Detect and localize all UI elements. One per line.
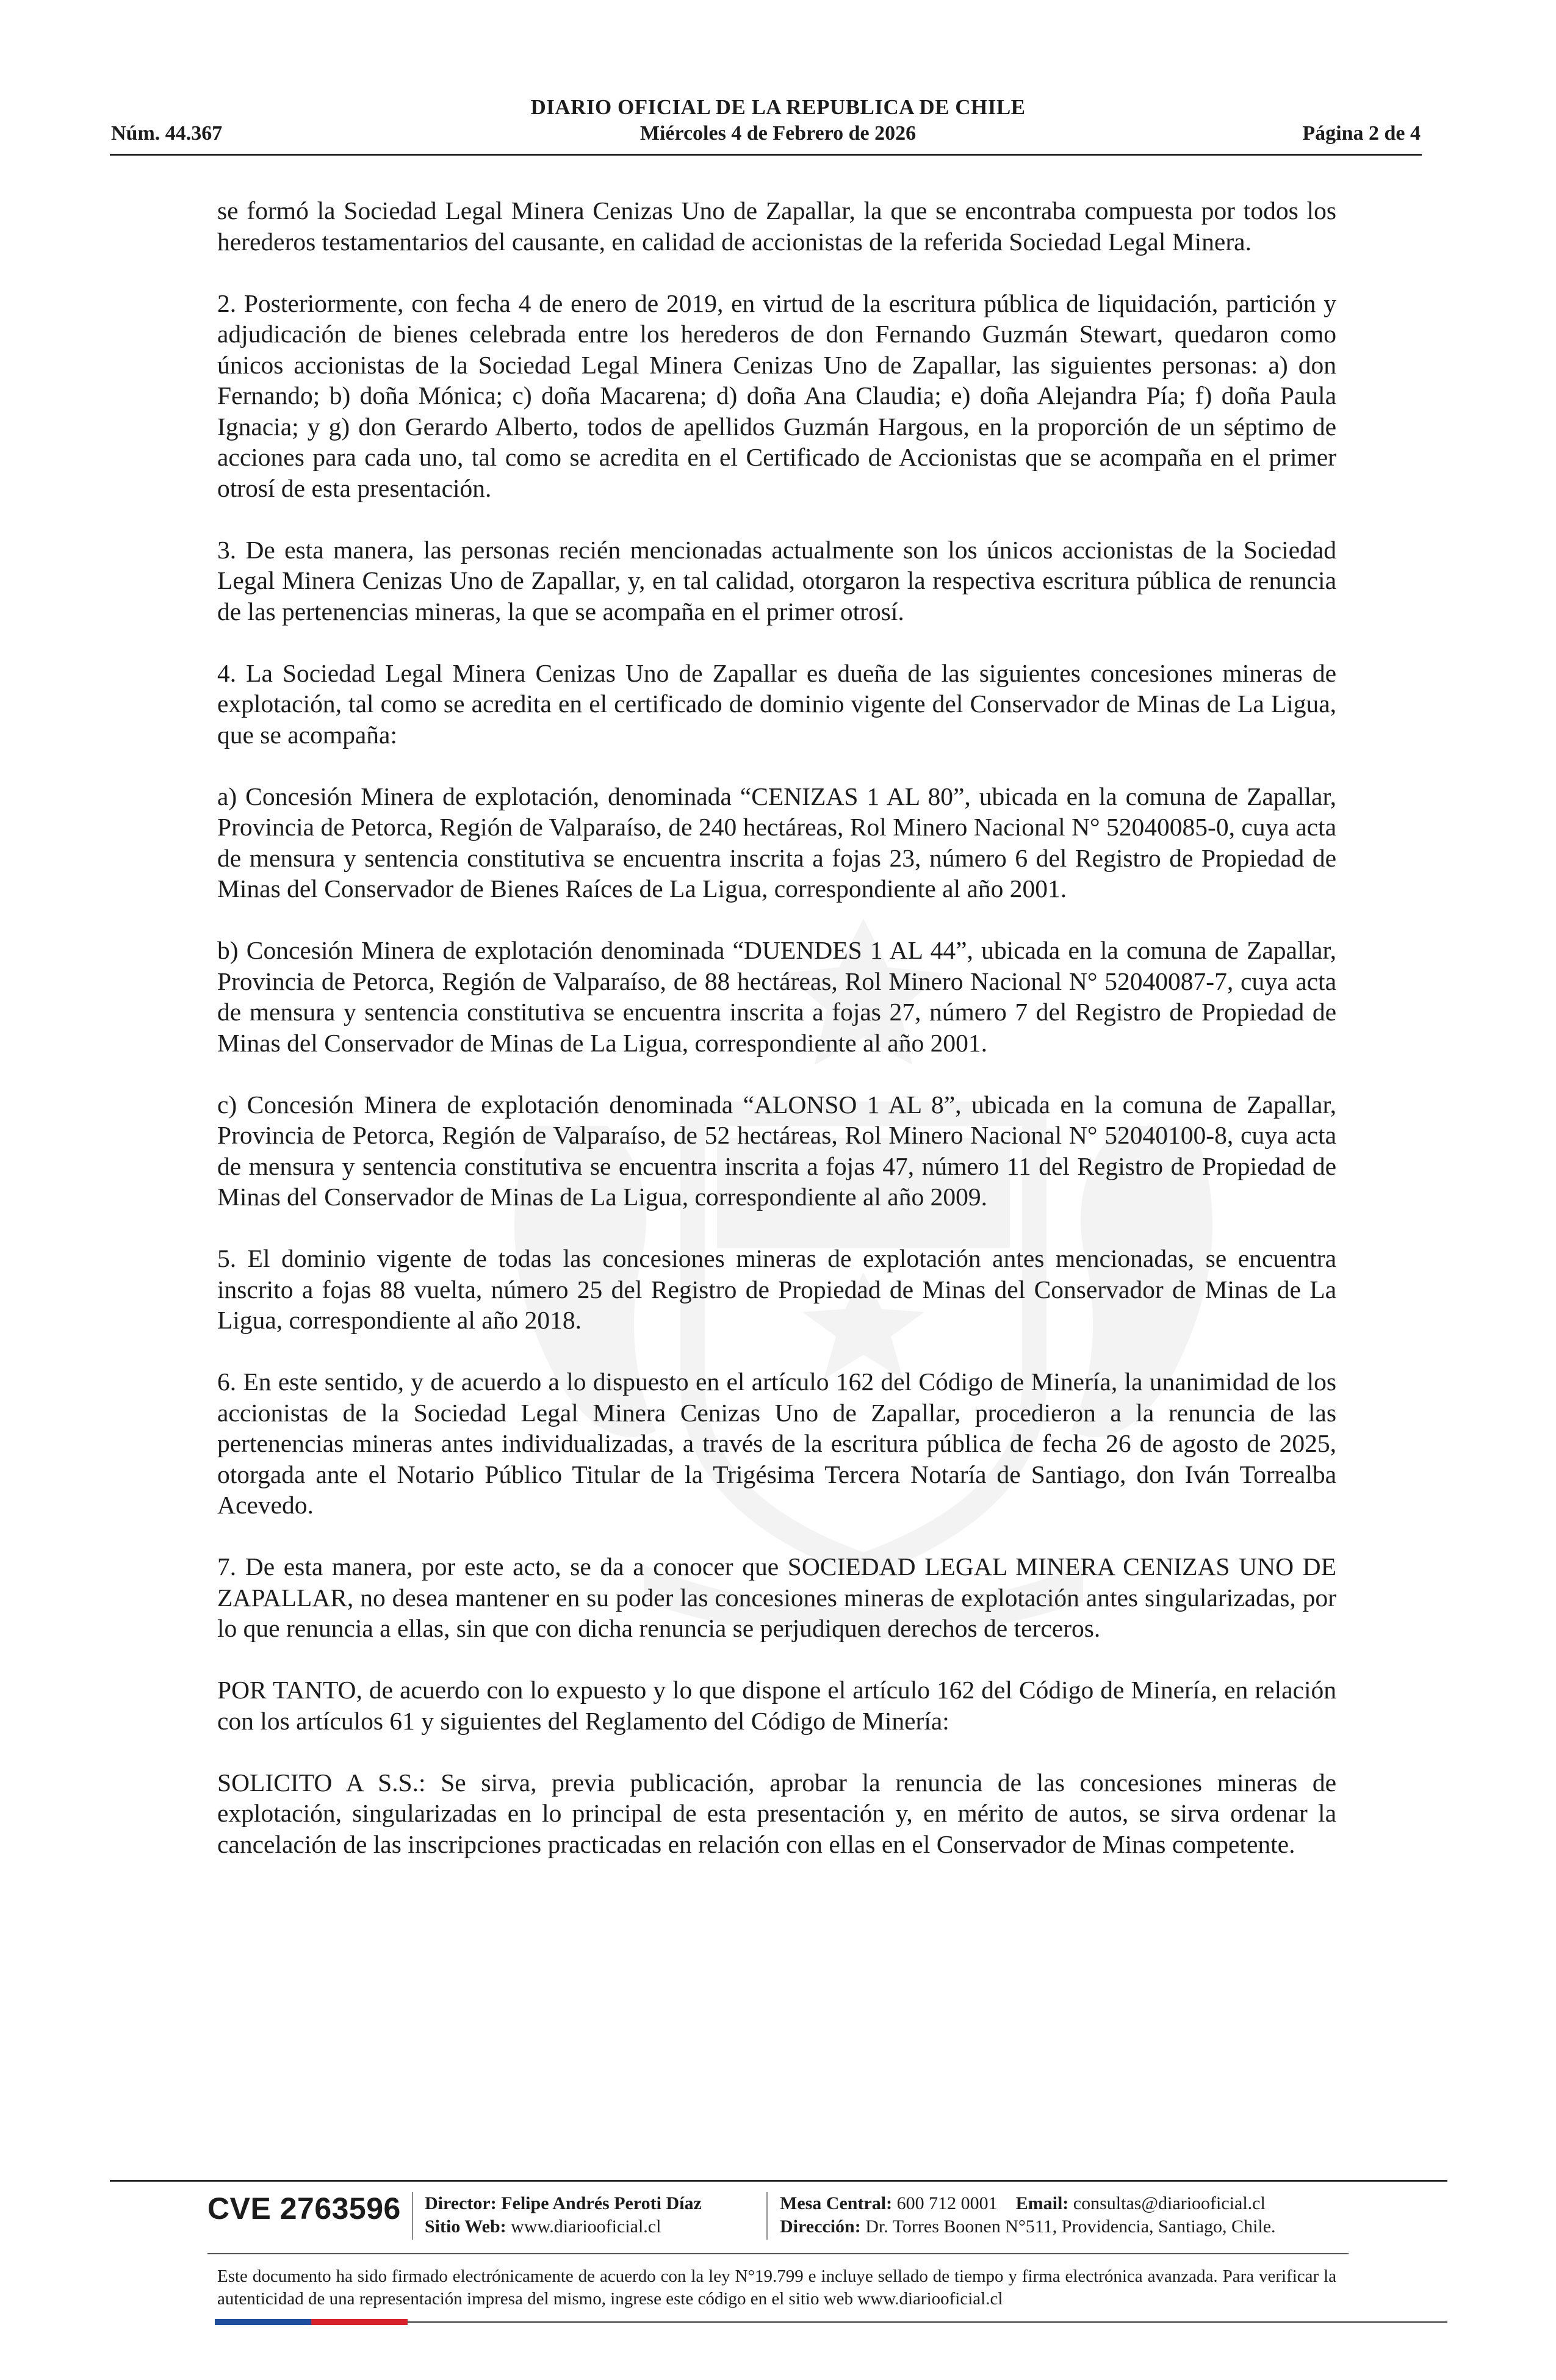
signature-notice: Este documento ha sido firmado electrónicamente de acuerdo con la ley N°19.799 e incluye sellado de tiempo y firma electrónica avanzada. Para verificar la autenticidad de una representación impresa del mismo, ingrese este código en el sitio web www.diariooficial.cl	[217, 2266, 1336, 2309]
footer-director-block	[425, 2192, 702, 2238]
mesa-label: Mesa Central:	[780, 2193, 893, 2213]
footer-divider	[207, 2253, 1349, 2254]
paragraph: se formó la Sociedad Legal Minera Cenizas Uno de Zapallar, la que se encontraba compuesta por todos los herederos testamentarios del causante, en calidad de accionistas de la referida Sociedad Legal Minera.	[217, 197, 1336, 256]
paragraph: 2. Posteriormente, con fecha 4 de enero de 2019, en virtud de la escritura pública de liquidación, partición y adjudicación de bienes celebrada entre los herederos de don Fernando Guzmán Stewart, quedaron como únicos accionistas de la Sociedad Legal Minera Cenizas Uno de Zapallar, las siguientes personas: a) don Fernando; b) doña Mónica; c) doña Macarena; d) doña Ana Claudia; e) doña Alejandra Pía; f) doña Paula Ignacia; y g) don Gerardo Alberto, todos de apellidos Guzmán Hargous, en la proporción de un séptimo de acciones para cada uno, tal como se acredita en el Certificado de Accionistas que se acompaña en el primer otrosí de esta presentación.	[217, 289, 1336, 502]
flag-blue-stripe	[215, 2319, 311, 2325]
issue-number: Núm. 44.367	[111, 122, 223, 145]
address-label: Dirección:	[780, 2216, 861, 2237]
director-name: Felipe Andrés Peroti Díaz	[501, 2193, 702, 2213]
footer-bottom-rule	[408, 2321, 1447, 2323]
mesa-phone: 600 712 0001	[896, 2193, 998, 2213]
publication-date: Miércoles 4 de Febrero de 2026	[639, 122, 917, 145]
paragraph: b) Concesión Minera de explotación denominada “DUENDES 1 AL 44”, ubicada en la comuna de Zapallar, Provincia de Petorca, Región de Valparaíso, de 88 hectáreas, Rol Minero Nacional N° 52040087-7, cuya acta de mensura y sentencia constitutiva se encuentra inscrita a fojas 27, número 7 del Registro de Propiedad de Minas del Conservador de Minas de La Ligua, correspondiente al año 2001.	[217, 936, 1336, 1057]
flag-red-stripe	[311, 2319, 408, 2325]
paragraph: 7. De esta manera, por este acto, se da a conocer que SOCIEDAD LEGAL MINERA CENIZAS UNO DE ZAPALLAR, no desea mantener en su poder las concesiones mineras de explotación antes singularizadas, por lo que renuncia a ellas, sin que con dicha renuncia se perjudiquen derechos de terceros.	[217, 1552, 1336, 1642]
paragraph: a) Concesión Minera de explotación, denominada “CENIZAS 1 AL 80”, ubicada en la comuna de Zapallar, Provincia de Petorca, Región de Valparaíso, de 240 hectáreas, Rol Minero Nacional N° 52040085-0, cuya acta de mensura y sentencia constitutiva se encuentra inscrita a fojas 23, número 6 del Registro de Propiedad de Minas del Conservador de Bienes Raíces de La Ligua, correspondiente al año 2001.	[217, 782, 1336, 903]
footer-separator	[412, 2192, 413, 2240]
director-label: Director:	[425, 2193, 497, 2213]
paragraph: SOLICITO A S.S.: Se sirva, previa publicación, aprobar la renuncia de las concesiones mineras de explotación, singularizadas en lo principal de esta presentación y, en mérito de autos, se sirva ordenar la cancelación de las inscripciones practicadas en relación con ellas en el Conservador de Minas competente.	[217, 1768, 1336, 1858]
paragraph: POR TANTO, de acuerdo con lo expuesto y lo que dispone el artículo 162 del Código de Minería, en relación con los artículos 61 y siguientes del Reglamento del Código de Minería:	[217, 1676, 1336, 1735]
flag-stripe	[215, 2319, 408, 2325]
address-value: Dr. Torres Boonen N°511, Providencia, Santiago, Chile.	[865, 2216, 1276, 2237]
email-link[interactable]: consultas@diariooficial.cl	[1073, 2193, 1266, 2213]
header-divider	[110, 154, 1422, 156]
footer-contact-block	[780, 2192, 1276, 2238]
paragraph: c) Concesión Minera de explotación denominada “ALONSO 1 AL 8”, ubicada en la comuna de Zapallar, Provincia de Petorca, Región de Valparaíso, de 52 hectáreas, Rol Minero Nacional N° 52040100-8, cuya acta de mensura y sentencia constitutiva se encuentra inscrita a fojas 47, número 11 del Registro de Propiedad de Minas del Conservador de Minas de La Ligua, correspondiente al año 2009.	[217, 1090, 1336, 1211]
website-link[interactable]: www.diariooficial.cl	[511, 2216, 661, 2237]
paragraph: 5. El dominio vigente de todas las concesiones mineras de explotación antes mencionadas, se encuentra inscrito a fojas 88 vuelta, número 25 del Registro de Propiedad de Minas del Conservador de Minas de La Ligua, correspondiente al año 2018.	[217, 1244, 1336, 1334]
website-label: Sitio Web:	[425, 2216, 506, 2237]
paragraph: 6. En este sentido, y de acuerdo a lo dispuesto en el artículo 162 del Código de Minería, la unanimidad de los accionistas de la Sociedad Legal Minera Cenizas Uno de Zapallar, procedieron a la renuncia de las pertenencias mineras antes individualizadas, a través de la escritura pública de fecha 26 de agosto de 2025, otorgada ante el Notario Público Titular de la Trigésima Tercera Notaría de Santiago, don Iván Torrealba Acevedo.	[217, 1368, 1336, 1519]
footer-divider	[110, 2180, 1447, 2182]
paragraph: 4. La Sociedad Legal Minera Cenizas Uno de Zapallar es dueña de las siguientes concesiones mineras de explotación, tal como se acredita en el certificado de dominio vigente del Conservador de Minas de La Ligua, que se acompaña:	[217, 658, 1336, 749]
page-indicator: Página 2 de 4	[1302, 122, 1421, 145]
email-label: Email:	[1015, 2193, 1069, 2213]
publication-title: DIARIO OFICIAL DE LA REPUBLICA DE CHILE	[530, 95, 1026, 119]
paragraph: 3. De esta manera, las personas recién mencionadas actualmente son los únicos accionistas de la Sociedad Legal Minera Cenizas Uno de Zapallar, y, en tal calidad, otorgaron la respectiva escritura pública de renuncia de las pertenencias mineras, la que se acompaña en el primer otrosí.	[217, 535, 1336, 626]
cve-code: CVE 2763596	[207, 2191, 401, 2226]
footer-separator	[766, 2192, 768, 2240]
document-body	[217, 195, 1336, 1891]
